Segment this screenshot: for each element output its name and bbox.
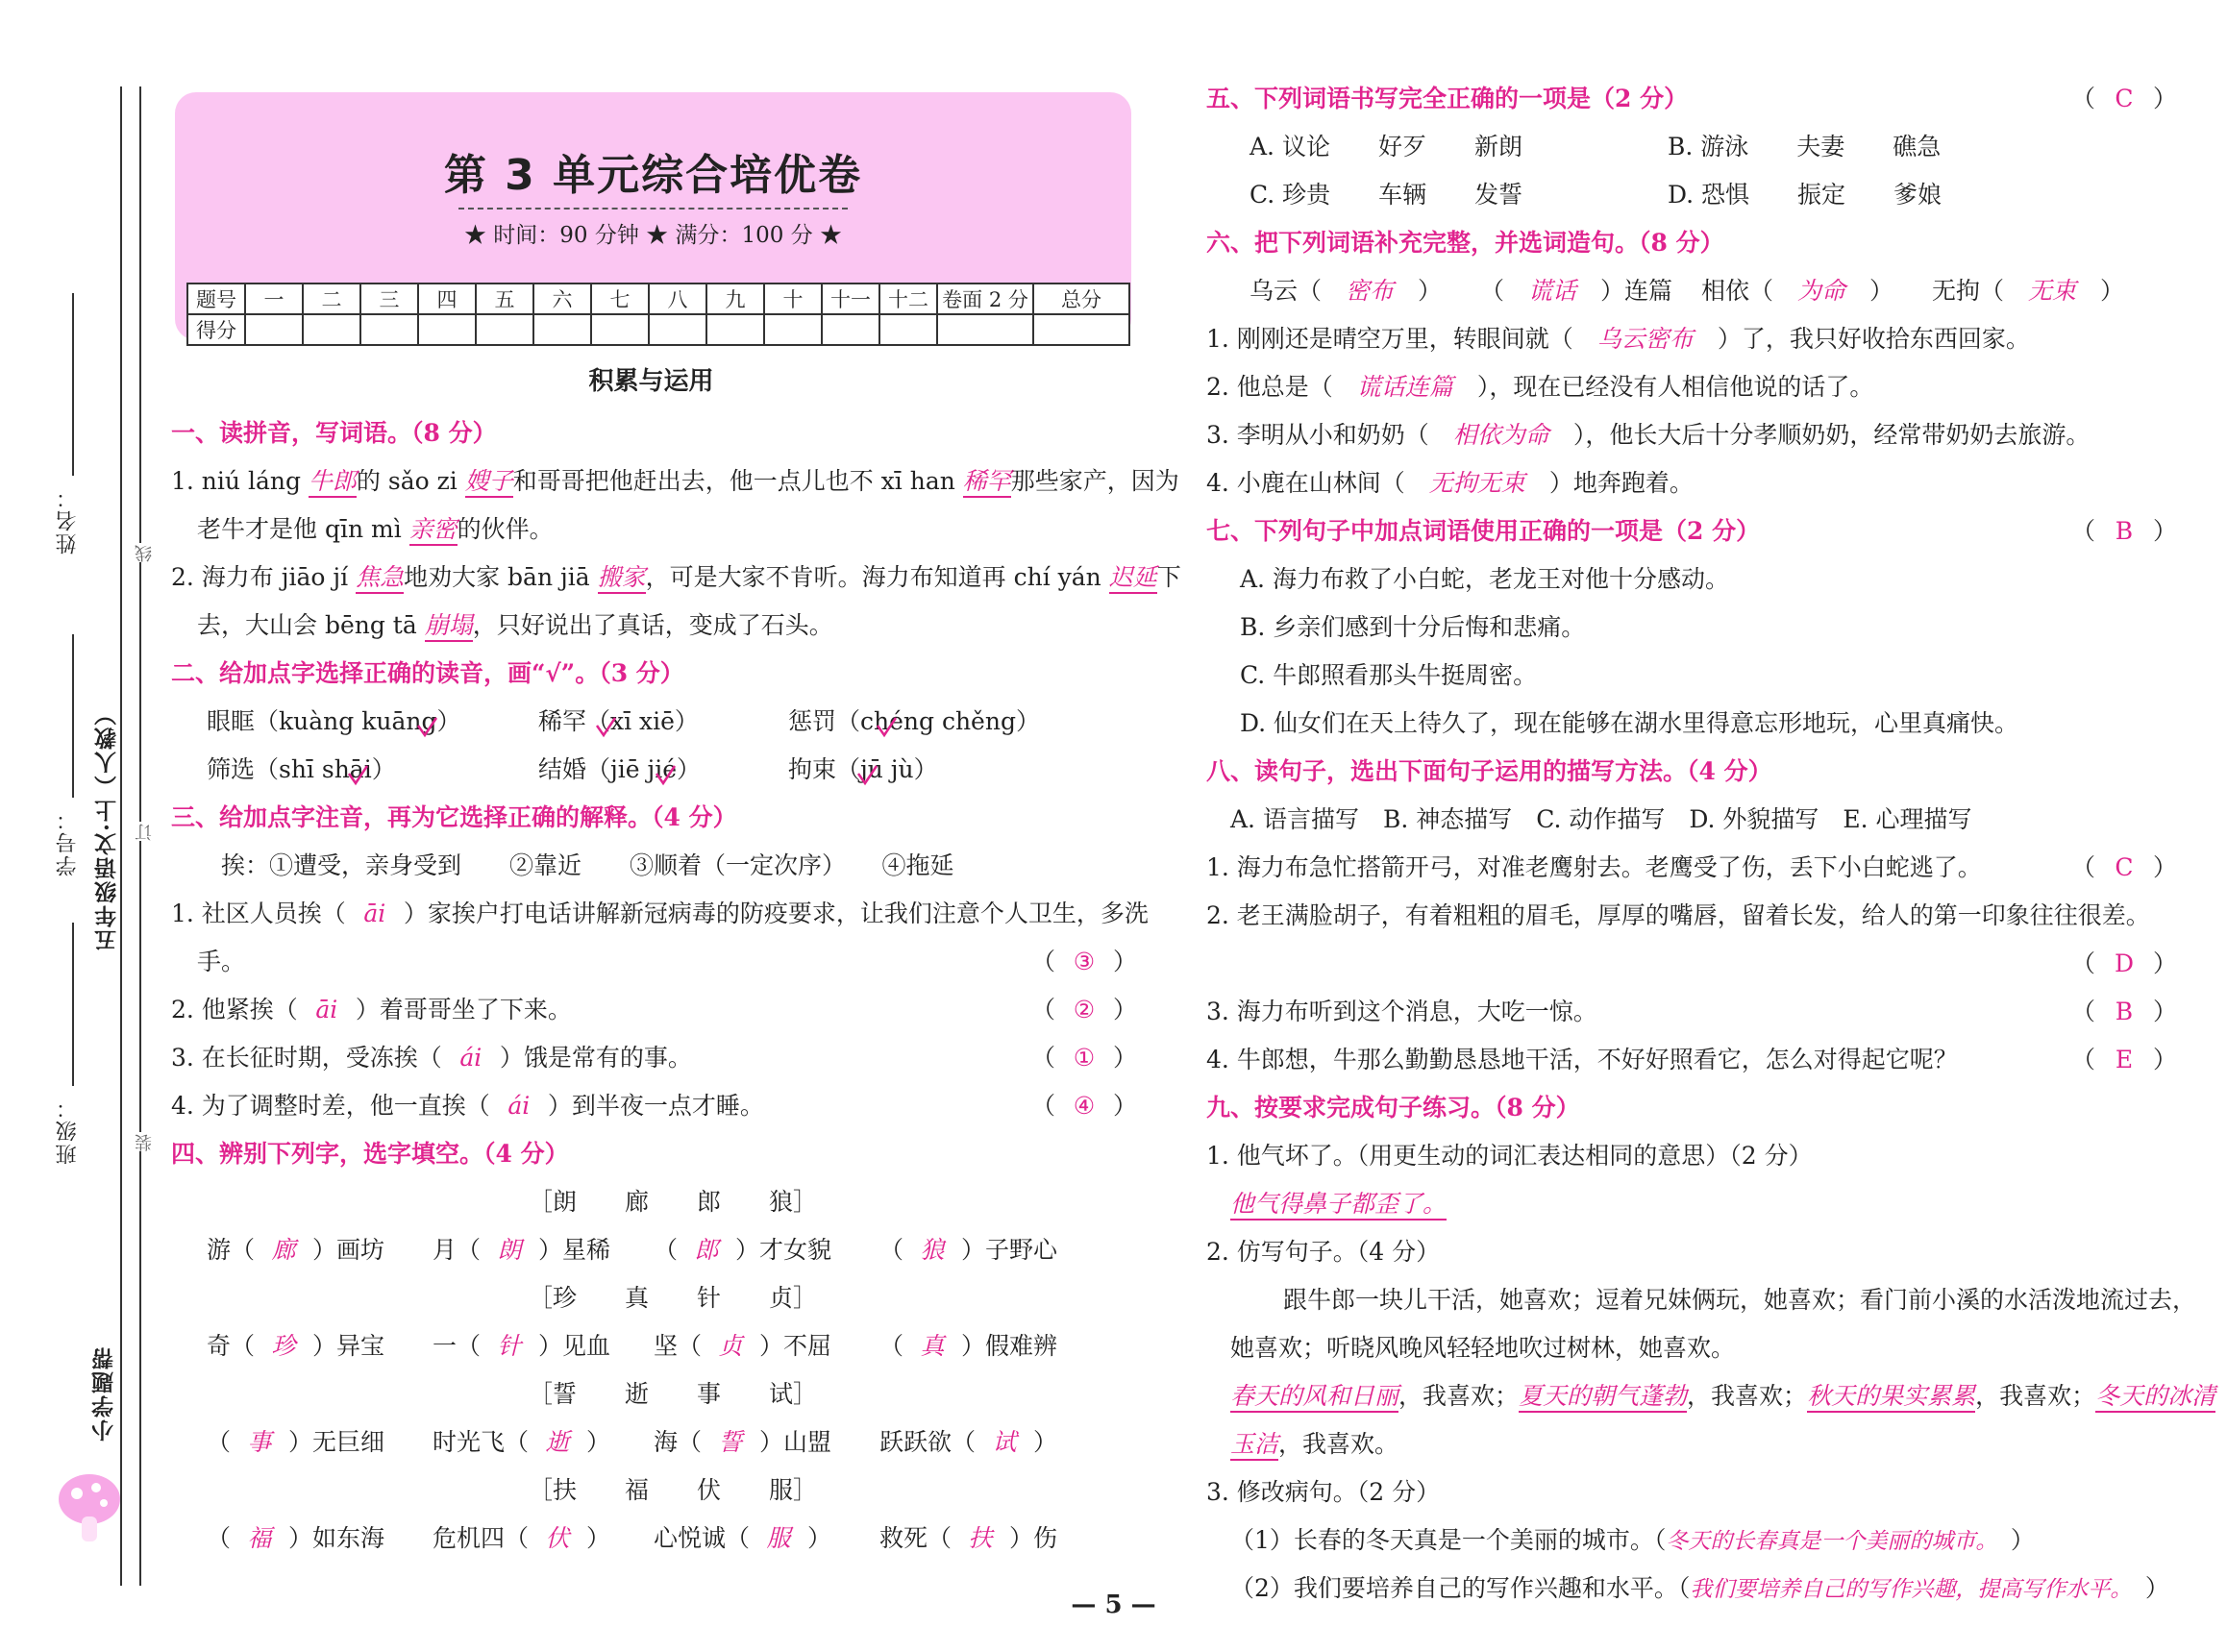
text: 五、下列词语书写完全正确的一项是（2 分） [1206, 85, 1689, 112]
answer: 无拘无束 [1428, 469, 1525, 497]
text: 老牛才是他 qīn mì [197, 515, 409, 543]
text: 4. 小鹿在山林间（ [1206, 469, 1405, 497]
q9-correction-1 [1230, 1523, 2177, 1559]
answer: 贞 [718, 1332, 743, 1360]
text: 地劝大家 bān jiā [404, 563, 598, 591]
text: 3. 在长征时期，受冻挨（ [171, 1044, 442, 1072]
text: ）连篇 [1600, 277, 1673, 305]
answer: 密布 [1346, 277, 1395, 305]
choice-bracket: （ ① ） [1031, 1041, 1137, 1075]
answer: D [2114, 949, 2134, 977]
score-cell[interactable] [476, 314, 533, 345]
score-cell[interactable] [303, 314, 360, 345]
bind-char-xian: 线 [133, 543, 158, 562]
text: ） [586, 1524, 611, 1552]
score-cell[interactable] [764, 314, 822, 345]
score-cell[interactable] [822, 314, 879, 345]
student-no-underline [72, 634, 74, 798]
text: ） [2100, 277, 2125, 305]
text: 3. 李明从小和奶奶（ [1206, 421, 1429, 449]
q5-heading [1206, 82, 2177, 116]
q2-item: 结婚（jiē jié） [538, 755, 702, 783]
text: ）如东海 [288, 1524, 385, 1552]
q2-item: 惩罚（chéng chěng） [788, 707, 1040, 735]
score-table-header-row [187, 284, 1129, 314]
text: ）见血 [538, 1332, 611, 1360]
q4-item [654, 1521, 831, 1556]
answer: 秋天的果实累累 [1807, 1382, 1975, 1413]
q5-option-d: D. 恐惧 振定 爹娘 [1668, 181, 1942, 209]
mushroom-logo-icon [56, 1470, 123, 1547]
text: （ [654, 1236, 679, 1264]
answer: 誓 [718, 1428, 743, 1456]
answer: 狼 [920, 1236, 945, 1264]
table-cell: 二 [303, 284, 360, 314]
text: ，可是大家不肯听。海力布知道再 chí yán [645, 563, 1109, 591]
answer: B [2115, 517, 2134, 545]
answer: 事 [247, 1428, 272, 1456]
q2-item: 稀罕（xī xiē） [538, 707, 699, 735]
text: 1. 刚刚还是晴空万里，转眼间就（ [1206, 325, 1573, 353]
answer: 相依为命 [1452, 421, 1549, 449]
text: （ [207, 1524, 232, 1552]
text: 时光飞（ [433, 1428, 530, 1456]
text: ） [1033, 1428, 1058, 1456]
table-cell: 五 [476, 284, 533, 314]
q4-group-4: ［扶 福 伏 服］ [529, 1476, 818, 1504]
q6-sentence-2 [1206, 370, 1873, 405]
score-cell[interactable] [706, 314, 764, 345]
answer: E [2115, 1046, 2134, 1073]
answer: 冬天的长春真是一个美丽的城市。 [1666, 1529, 1987, 1554]
q6-word-2 [1480, 274, 1672, 308]
check-mark-icon [855, 764, 878, 787]
text: （2）我们要培养自己的写作兴趣和水平。（ [1230, 1574, 1691, 1602]
text: ，我喜欢； [1398, 1382, 1520, 1410]
class-label: 班级： [56, 1096, 80, 1165]
q4-item [879, 1233, 1057, 1268]
q1-line-2 [197, 512, 554, 547]
choice-bracket: （ ② ） [1031, 993, 1137, 1027]
text: 乌云（ [1250, 277, 1323, 305]
q7-option-b: B. 乡亲们感到十分后悔和悲痛。 [1240, 613, 1586, 641]
text: ）地奔跑着。 [1548, 469, 1694, 497]
text: 海（ [654, 1428, 703, 1456]
text: 无拘（ [1932, 277, 2005, 305]
text: ）异宝 [312, 1332, 385, 1360]
text: 1. niú láng [171, 467, 309, 495]
score-table [186, 283, 1130, 346]
q9-item-1: 1. 他气坏了。（用更生动的词汇表达相同的意思）（2 分） [1206, 1142, 1813, 1170]
q8-item-1 [1206, 851, 2177, 885]
text: 下 [1156, 563, 1181, 591]
grade-label: 五年级语文·上（人教） [94, 702, 120, 952]
answer: āi [315, 996, 338, 1023]
class-underline [72, 923, 74, 1086]
answer: 珍 [271, 1332, 296, 1360]
text: 那些家产，因为 [1010, 467, 1179, 495]
q4-group-3: ［誓 逝 事 试］ [529, 1380, 818, 1408]
q6-word-1 [1250, 274, 1442, 308]
text: ）到半夜一点才睡。 [547, 1092, 764, 1120]
text: 坚（ [654, 1332, 703, 1360]
q4-item [879, 1425, 1057, 1460]
text: ）了，我只好收拾东西回家。 [1717, 325, 2030, 353]
score-cell[interactable] [418, 314, 476, 345]
bind-char-zhuang: 装 [133, 1132, 158, 1151]
text: ） [1986, 1526, 2035, 1554]
q1-line-1 [171, 464, 1179, 499]
text: 手。 [197, 948, 246, 975]
answer: 牛郎 [309, 467, 357, 498]
brand-label: 小学题帮 [91, 1345, 117, 1442]
text: ） [807, 1524, 832, 1552]
q4-item [207, 1521, 384, 1556]
left-page [163, 86, 1181, 1605]
q7-heading [1206, 514, 2177, 549]
text: ）才女貌 [735, 1236, 832, 1264]
table-cell: 十一 [822, 284, 879, 314]
text: ） [2120, 1574, 2169, 1602]
text: ）不屈 [759, 1332, 832, 1360]
choice-bracket: （ B ） [2071, 995, 2177, 1029]
answer: ① [1073, 1044, 1096, 1072]
text: 去，大山会 bēng tā [197, 611, 425, 639]
q1-heading: 一、读拼音，写词语。（8 分） [171, 419, 497, 447]
table-cell: 题号 [187, 284, 245, 314]
table-cell: 十二 [879, 284, 937, 314]
choice-bracket: （ B ） [2071, 514, 2177, 549]
text: 一（ [433, 1332, 482, 1360]
text: ）无巨细 [288, 1428, 385, 1456]
q9-item-2: 2. 仿写句子。（4 分） [1206, 1238, 1441, 1266]
answer: ④ [1073, 1092, 1096, 1120]
text: ） [1869, 277, 1894, 305]
answer: 郎 [694, 1236, 719, 1264]
text: ）子野心 [961, 1236, 1058, 1264]
score-cell[interactable] [245, 314, 303, 345]
q3-item-1 [171, 897, 1149, 931]
q4-item [654, 1425, 831, 1460]
answer: 乌云密布 [1596, 325, 1694, 353]
q3-item-2 [171, 993, 1137, 1027]
score-cell[interactable] [879, 314, 937, 345]
q8-heading: 八、读句子，选出下面句子运用的描写方法。（4 分） [1206, 757, 1772, 785]
answer: C [2115, 85, 2134, 112]
answer: 朗 [497, 1236, 522, 1264]
table-cell: 总分 [1033, 284, 1129, 314]
answer: 服 [766, 1524, 791, 1552]
table-cell: 一 [245, 284, 303, 314]
q4-heading: 四、辨别下列字，选字填空。（4 分） [171, 1140, 569, 1168]
text: ，我喜欢。 [1278, 1430, 1399, 1458]
answer: ③ [1073, 948, 1096, 975]
check-mark-icon [594, 716, 617, 739]
q2-heading: 二、给加点字选择正确的读音，画“√”。（3 分） [171, 659, 684, 687]
text: 2. 他总是（ [1206, 373, 1333, 401]
q3-heading: 三、给加点字注音，再为它选择正确的解释。（4 分） [171, 803, 737, 831]
text: 3. 海力布听到这个消息，大吃一惊。 [1206, 998, 1597, 1025]
q1-line-3 [171, 560, 1181, 595]
score-cell[interactable] [649, 314, 706, 345]
page-number: — 5 — [1071, 1590, 1156, 1619]
q4-group-1: ［朗 廊 郎 狼］ [529, 1188, 818, 1216]
answer: 针 [497, 1332, 522, 1360]
answer: 夏天的朝气蓬勃 [1519, 1382, 1687, 1413]
q8-item-2: 2. 老王满脸胡子，有着粗粗的眉毛，厚厚的嘴唇，留着长发，给人的第一印象往往很差。 [1206, 901, 2150, 929]
text: ） [1418, 277, 1443, 305]
q7-option-a: A. 海力布救了小白蛇，老龙王对他十分感动。 [1240, 565, 1729, 593]
q4-item [433, 1329, 610, 1364]
right-page [1206, 82, 2216, 1602]
text: 1. 海力布急忙搭箭开弓，对准老鹰射去。老鹰受了伤，丢下小白蛇逃了。 [1206, 853, 1982, 881]
q8-options: A. 语言描写 B. 神态描写 C. 动作描写 D. 外貌描写 E. 心理描写 [1230, 805, 1972, 833]
name-underline [72, 293, 74, 476]
answer: 冬天的冰清 [2095, 1382, 2215, 1413]
text: ）饿是常有的事。 [499, 1044, 692, 1072]
text: ）画坊 [312, 1236, 385, 1264]
q9-imitation-1 [1230, 1379, 2215, 1414]
text: 奇（ [207, 1332, 256, 1360]
table-cell: 卷面 2 分 [937, 284, 1033, 314]
q5-option-a: A. 议论 好歹 新朗 [1250, 133, 1522, 160]
q3-item-3 [171, 1041, 1137, 1075]
answer: 福 [247, 1524, 272, 1552]
q9-answer-1 [1230, 1187, 1447, 1221]
answer: 我们要培养自己的写作兴趣，提高写作水平。 [1690, 1577, 2121, 1602]
text: 月（ [433, 1236, 482, 1264]
q4-item [433, 1521, 610, 1556]
q4-item [433, 1233, 610, 1268]
answer: 谎话连篇 [1356, 373, 1453, 401]
q2-item: 眼眶（kuàng kuāng） [207, 707, 461, 735]
q5-option-b: B. 游泳 夫妻 礁急 [1668, 133, 1942, 160]
table-cell: 得分 [187, 314, 245, 345]
page-title: 第 3 单元综合培优卷 [443, 151, 863, 200]
q4-item [207, 1329, 384, 1364]
text: 心悦诚（ [654, 1524, 751, 1552]
q6-word-4 [1932, 274, 2124, 308]
answer: B [2115, 998, 2134, 1025]
answer: 搬家 [598, 563, 646, 594]
text: ，只好说出了真话，变成了石头。 [472, 611, 833, 639]
answer: ái [459, 1044, 483, 1072]
table-cell: 八 [649, 284, 706, 314]
text: 七、下列句子中加点词语使用正确的一项是（2 分） [1206, 517, 1761, 545]
score-table-score-row [187, 314, 1129, 345]
q4-item [654, 1233, 831, 1268]
text: （1）长春的冬天真是一个美丽的城市。（ [1230, 1526, 1667, 1554]
answer: 嫂子 [465, 467, 513, 498]
text: ）山盟 [759, 1428, 832, 1456]
text: 危机四（ [433, 1524, 530, 1552]
table-cell: 六 [533, 284, 591, 314]
q4-item [433, 1425, 610, 1460]
text: 相依（ [1701, 277, 1774, 305]
q3-definitions: 挨：①遭受，亲身受到 ②靠近 ③顺着（一定次序） ④拖延 [221, 851, 954, 879]
check-mark-icon [875, 716, 898, 739]
choice-bracket: （ C ） [2071, 851, 2177, 885]
text: ）假难辨 [961, 1332, 1058, 1360]
table-cell: 三 [360, 284, 418, 314]
answer: 无束 [2028, 277, 2077, 305]
q3-item-4 [171, 1089, 1137, 1123]
binding-sidebar [0, 0, 163, 1652]
q8-item-3 [1206, 995, 2177, 1029]
table-cell: 十 [764, 284, 822, 314]
q4-item [207, 1425, 384, 1460]
text: 游（ [207, 1236, 256, 1264]
text: ） [586, 1428, 611, 1456]
table-cell: 九 [706, 284, 764, 314]
q2-item: 筛选（shī shāi） [207, 755, 396, 783]
section-title: 积累与运用 [588, 367, 714, 396]
check-mark-icon [415, 716, 438, 739]
table-cell: 七 [591, 284, 649, 314]
score-cell[interactable] [360, 314, 418, 345]
bind-char-ding: 订 [133, 822, 158, 841]
choice-bracket: （ C ） [2071, 82, 2177, 116]
score-cell[interactable] [937, 314, 1033, 345]
answer: 春天的风和日丽 [1230, 1382, 1398, 1413]
text: 2. 他紧挨（ [171, 996, 298, 1023]
answer: 伏 [545, 1524, 570, 1552]
choice-bracket: （ D ） [2071, 947, 2177, 981]
answer: 他气得鼻子都歪了。 [1230, 1190, 1447, 1221]
text: 4. 牛郎想，牛那么勤勤恳恳地干活，不好好照看它，怎么对得起它呢？ [1206, 1046, 1958, 1073]
q4-item [879, 1521, 1057, 1556]
text: 跃跃欲（ [879, 1428, 977, 1456]
text: 的伙伴。 [457, 515, 554, 543]
answer: C [2115, 853, 2134, 881]
answer: 试 [992, 1428, 1017, 1456]
student-no-label: 学号： [56, 807, 80, 876]
q6-heading: 六、把下列词语补充完整，并选词造句。（8 分） [1206, 229, 1724, 257]
answer: ái [507, 1092, 531, 1120]
answer: ② [1073, 996, 1096, 1023]
q9-imitation-2 [1230, 1427, 1398, 1462]
text: ）伤 [1009, 1524, 1058, 1552]
choice-bracket: （ ③ ） [1031, 945, 1137, 979]
answer: 焦急 [356, 563, 404, 594]
text: ）星稀 [538, 1236, 611, 1264]
answer: 玉洁 [1230, 1430, 1278, 1461]
text: （ [1480, 277, 1505, 305]
check-mark-icon [654, 764, 677, 787]
text: 和哥哥把他赶出去，他一点儿也不 xī han [512, 467, 963, 495]
header-box [175, 92, 1131, 340]
q4-item [879, 1329, 1057, 1364]
answer: 迟延 [1109, 563, 1157, 594]
answer: āi [363, 900, 386, 927]
q7-option-d: D. 仙女们在天上待久了，现在能够在湖水里得意忘形地玩，心里真痛快。 [1240, 709, 2019, 737]
check-mark-icon [346, 764, 369, 787]
text: 4. 为了调整时差，他一直挨（ [171, 1092, 490, 1120]
text: 2. 海力布 jiāo jí [171, 563, 357, 591]
text: （ [879, 1236, 904, 1264]
score-cell[interactable] [533, 314, 591, 345]
text: 1. 社区人员挨（ [171, 900, 346, 927]
title-divider [458, 208, 848, 210]
q1-line-4 [197, 608, 833, 643]
q6-sentence-1 [1206, 322, 2030, 357]
answer: 扶 [968, 1524, 993, 1552]
q9-heading: 九、按要求完成句子练习。（8 分） [1206, 1094, 1580, 1122]
text: ）家挨户打电话讲解新冠病毒的防疫要求，让我们注意个人卫生，多洗 [403, 900, 1149, 927]
q4-item [207, 1233, 384, 1268]
q6-sentence-3 [1206, 418, 2090, 453]
table-cell: 四 [418, 284, 476, 314]
answer: 真 [920, 1332, 945, 1360]
q6-sentence-4 [1206, 466, 1694, 501]
q4-group-2: ［珍 真 针 贞］ [529, 1284, 818, 1312]
answer: 崩塌 [425, 611, 473, 642]
text: ），现在已经没有人相信他说的话了。 [1476, 373, 1874, 401]
answer: 亲密 [409, 515, 458, 546]
score-cell[interactable] [1033, 314, 1129, 345]
q8-item-4 [1206, 1043, 2177, 1077]
q9-item-3: 3. 修改病句。（2 分） [1206, 1478, 1441, 1506]
text: （ [879, 1332, 904, 1360]
text: ，我喜欢； [1687, 1382, 1808, 1410]
answer: 逝 [545, 1428, 570, 1456]
q9-passage-2: 她喜欢；听晓风晚风轻轻地吹过树林，她喜欢。 [1230, 1334, 1736, 1362]
q9-passage-1: 跟牛郎一块儿干活，她喜欢；逗着兄妹俩玩，她喜欢；看门前小溪的水活泼地流过去， [1283, 1286, 2197, 1314]
q5-option-c: C. 珍贵 车辆 发誓 [1250, 181, 1523, 209]
q7-option-c: C. 牛郎照看那头牛挺周密。 [1240, 661, 1538, 689]
q3-item-1-cont [197, 945, 1137, 979]
exam-meta: ★ 时间：90 分钟 ★ 满分：100 分 ★ [463, 223, 843, 248]
text: ，我喜欢； [1975, 1382, 2096, 1410]
text: 救死（ [879, 1524, 953, 1552]
q2-item: 拘束（jū jù） [788, 755, 938, 783]
score-cell[interactable] [591, 314, 649, 345]
text: ），他长大后十分孝顺奶奶，经常带奶奶去旅游。 [1572, 421, 2091, 449]
name-label: 姓名： [56, 485, 80, 555]
answer: 为命 [1797, 277, 1846, 305]
text: （ [207, 1428, 232, 1456]
answer: 谎话 [1528, 277, 1577, 305]
q6-word-3 [1701, 274, 1893, 308]
choice-bracket: （ E ） [2071, 1043, 2177, 1077]
q4-item [654, 1329, 831, 1364]
choice-bracket: （ ④ ） [1031, 1089, 1137, 1123]
answer: 廊 [271, 1236, 296, 1264]
text: ）着哥哥坐了下来。 [355, 996, 572, 1023]
answer: 稀罕 [963, 467, 1011, 498]
text: 的 sǎo zi [356, 467, 465, 495]
